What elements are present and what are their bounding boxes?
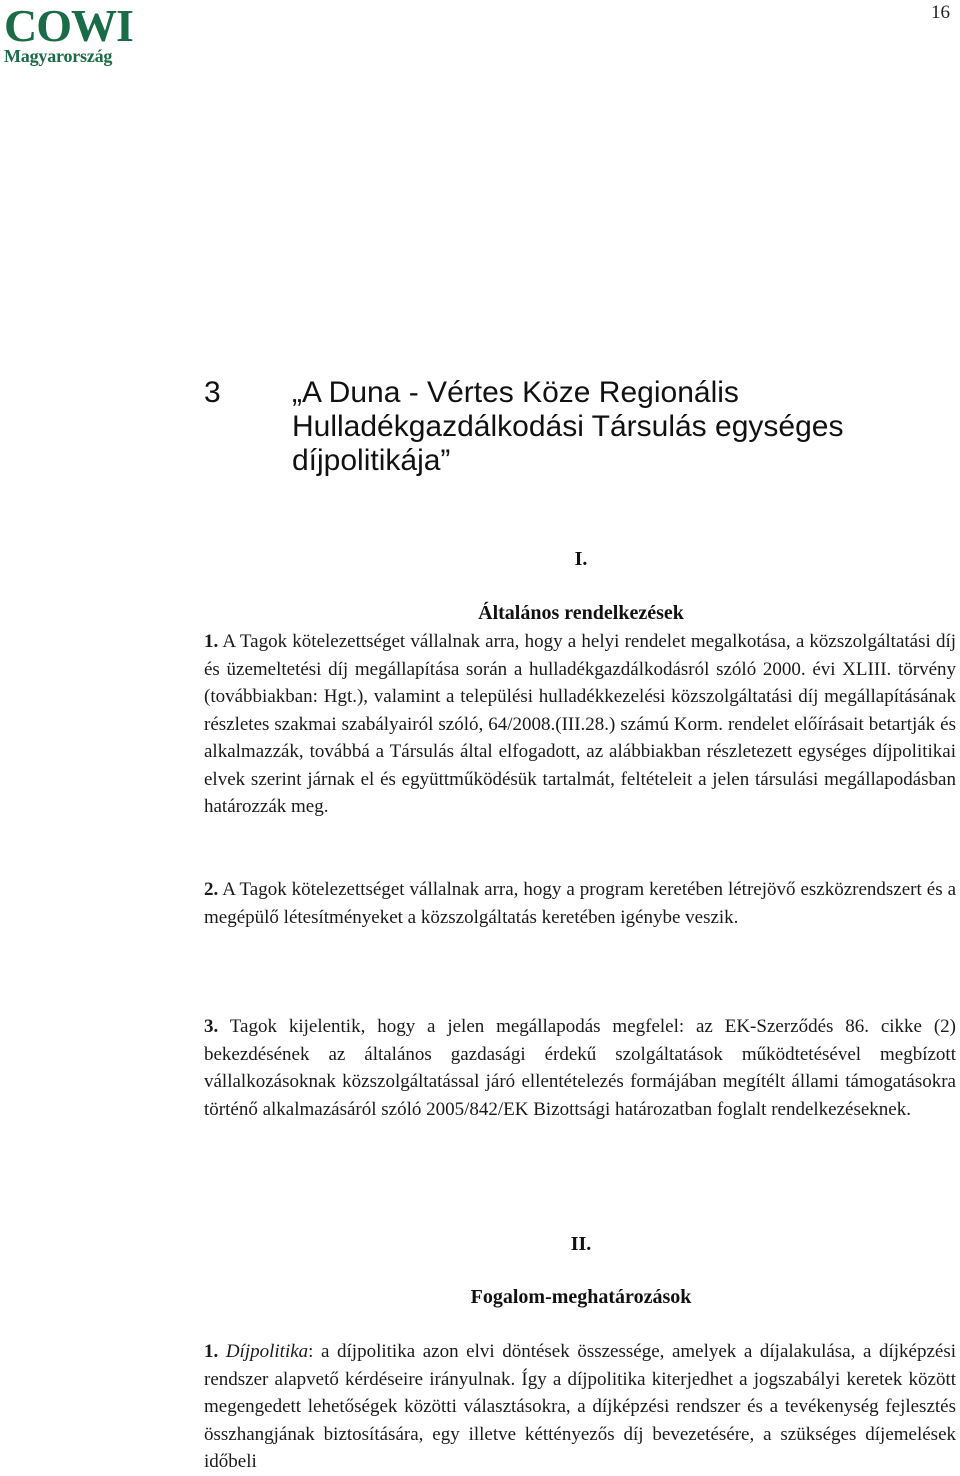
chapter-number: 3 [204,376,221,409]
defined-term: Díjpolitika [225,1341,309,1362]
logo-subtitle: Magyarország [4,46,113,66]
paragraph-number: 1. [204,1341,219,1362]
section-2-title: Fogalom-meghatározások [470,1286,692,1308]
paragraph-text: A Tagok kötelezettséget vállalnak arra, hogy a program keretében létrejövő eszközrendszert és a megépülő létesítményeket a közszolgáltatás keretében igénybe veszik. [204,879,956,928]
section-1-paragraph-3 [204,1013,956,1123]
paragraph-number: 3. [204,1016,219,1037]
logo-wordmark: COWI [4,0,133,51]
company-logo [4,0,133,66]
section-2-paragraph-1 [204,1338,956,1476]
page-number: 16 [931,2,950,23]
section-1-number: I. [574,548,588,570]
section-1-paragraph-2 [204,876,956,931]
paragraph-text: : a díjpolitika azon elvi döntések összessége, amelyek a díjalakulása, a díjképzési rendszer alapvető kérdéseire irányulnak. Így a díjpolitika kiterjedhet a jogszabályi keretek között megengedett lehetőségek közötti választásokra, a díjképzési rendszer és a tevékenység fejlesztés összhangjának biztosítására, egy illetve kéttényezős díj bevezetésére, a szükséges díjemelések időbeli [204,1341,956,1472]
paragraph-text: Tagok kijelentik, hogy a jelen megállapodás megfelel: az EK-Szerződés 86. cikke (2) bekezdésének az általános gazdasági érdekű szolgáltatások működtetésével megbízott vállalkozásoknak közszolgáltatással járó ellentételezés formájában megítélt állami támogatásokra történő alkalmazásáról szóló 2005/842/EK Bizottsági határozatban foglalt rendelkezéseknek. [204,1016,956,1120]
chapter-title: „A Duna - Vértes Köze Regionális Hulladékgazdálkodási Társulás egységes díjpolitikája” [292,376,844,477]
paragraph-text: A Tagok kötelezettséget vállalnak arra, hogy a helyi rendelet megalkotása, a közszolgáltatási díj és üzemeltetési díj megállapítása során a hulladékgazdálkodásról szóló 2000. évi XLIII. törvény (továbbiakban: Hgt.), valamint a települési hulladékkezelési közszolgáltatási díj megállapításának részletes szakmai szabályairól szóló, 64/2008.(III.28.) számú Korm. rendelet előírásait betartják és alkalmazzák, továbbá a Társulás által elfogadott, az alábbiakban részletezett egységes díjpolitikai elvek szerint járnak el és együttműködésük tartalmát, feltételeit a jelen társulási megállapodásban határozzák meg. [204,631,957,817]
paragraph-number: 1. [204,631,219,652]
section-1-paragraph-1 [204,628,956,821]
section-1-title: Általános rendelkezések [478,602,684,624]
paragraph-number: 2. [204,879,219,900]
section-2-number: II. [570,1233,592,1255]
